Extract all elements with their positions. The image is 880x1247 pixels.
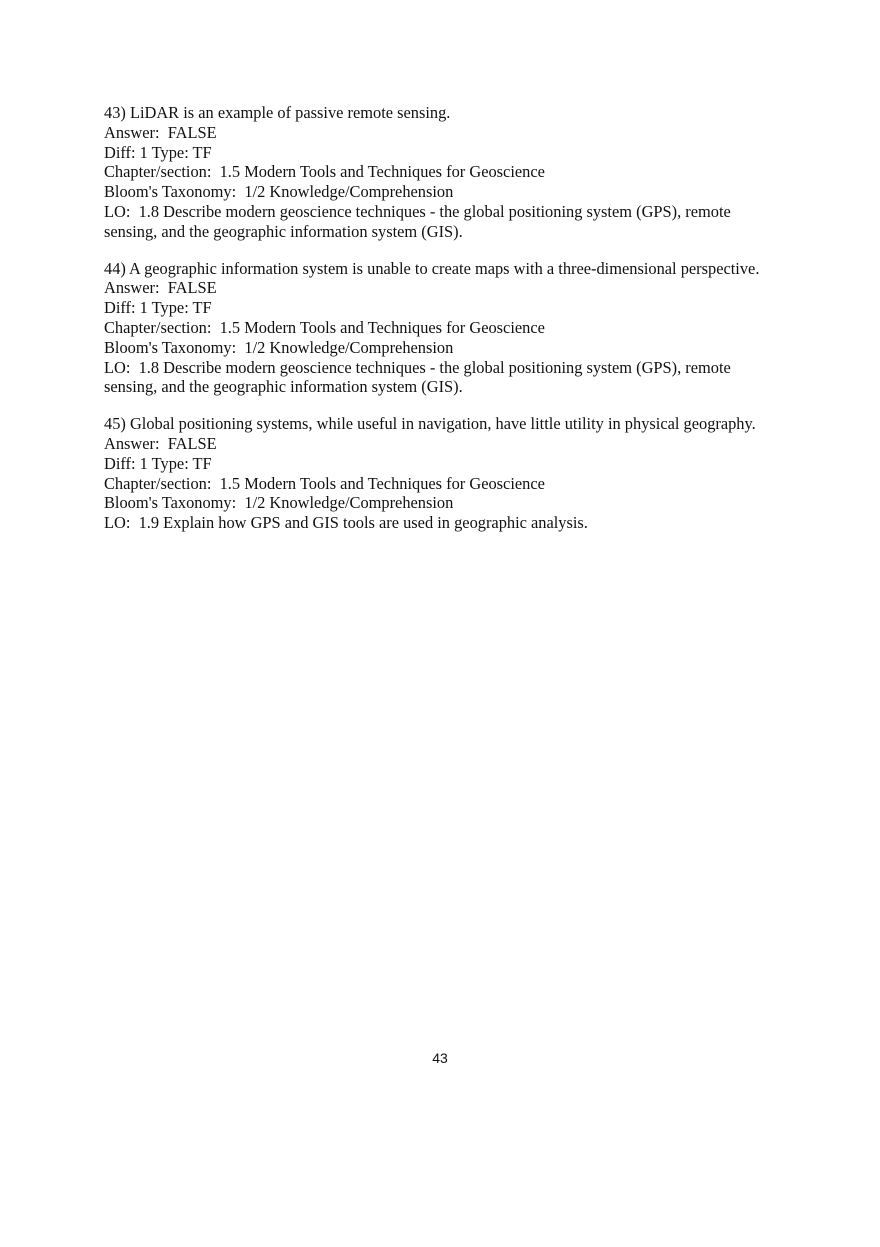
difficulty-type-line: Diff: 1 Type: TF <box>104 298 212 318</box>
blooms-taxonomy-line: Bloom's Taxonomy: 1/2 Knowledge/Comprehension <box>104 182 454 202</box>
question-text: 44) A geographic information system is unable to create maps with a three-dimensional perspective. <box>104 258 760 278</box>
question-block-45 <box>104 414 784 533</box>
difficulty-type-line: Diff: 1 Type: TF <box>104 142 212 162</box>
question-list <box>104 103 784 550</box>
question-block-44 <box>104 259 784 398</box>
blooms-taxonomy-line: Bloom's Taxonomy: 1/2 Knowledge/Comprehension <box>104 337 454 357</box>
chapter-section-line: Chapter/section: 1.5 Modern Tools and Techniques for Geoscience <box>104 162 545 182</box>
difficulty-type-line: Diff: 1 Type: TF <box>104 453 212 473</box>
blooms-taxonomy-line: Bloom's Taxonomy: 1/2 Knowledge/Comprehension <box>104 493 454 513</box>
question-text: 45) Global positioning systems, while useful in navigation, have little utility in physical geography. <box>104 414 756 434</box>
question-block-43 <box>104 103 784 242</box>
chapter-section-line: Chapter/section: 1.5 Modern Tools and Techniques for Geoscience <box>104 473 545 493</box>
answer-line: Answer: FALSE <box>104 122 217 142</box>
answer-line: Answer: FALSE <box>104 433 217 453</box>
answer-line: Answer: FALSE <box>104 278 217 298</box>
question-text: 43) LiDAR is an example of passive remote sensing. <box>104 103 451 122</box>
learning-objective-line: LO: 1.9 Explain how GPS and GIS tools are used in geographic analysis. <box>104 513 588 533</box>
learning-objective-line: LO: 1.8 Describe modern geoscience techniques - the global positioning system (GPS), remote sensing, and the geographic information system (GIS). <box>104 201 735 241</box>
page-number: 43 <box>432 1050 448 1066</box>
chapter-section-line: Chapter/section: 1.5 Modern Tools and Techniques for Geoscience <box>104 317 545 337</box>
learning-objective-line: LO: 1.8 Describe modern geoscience techniques - the global positioning system (GPS), remote sensing, and the geographic information system (GIS). <box>104 357 735 397</box>
